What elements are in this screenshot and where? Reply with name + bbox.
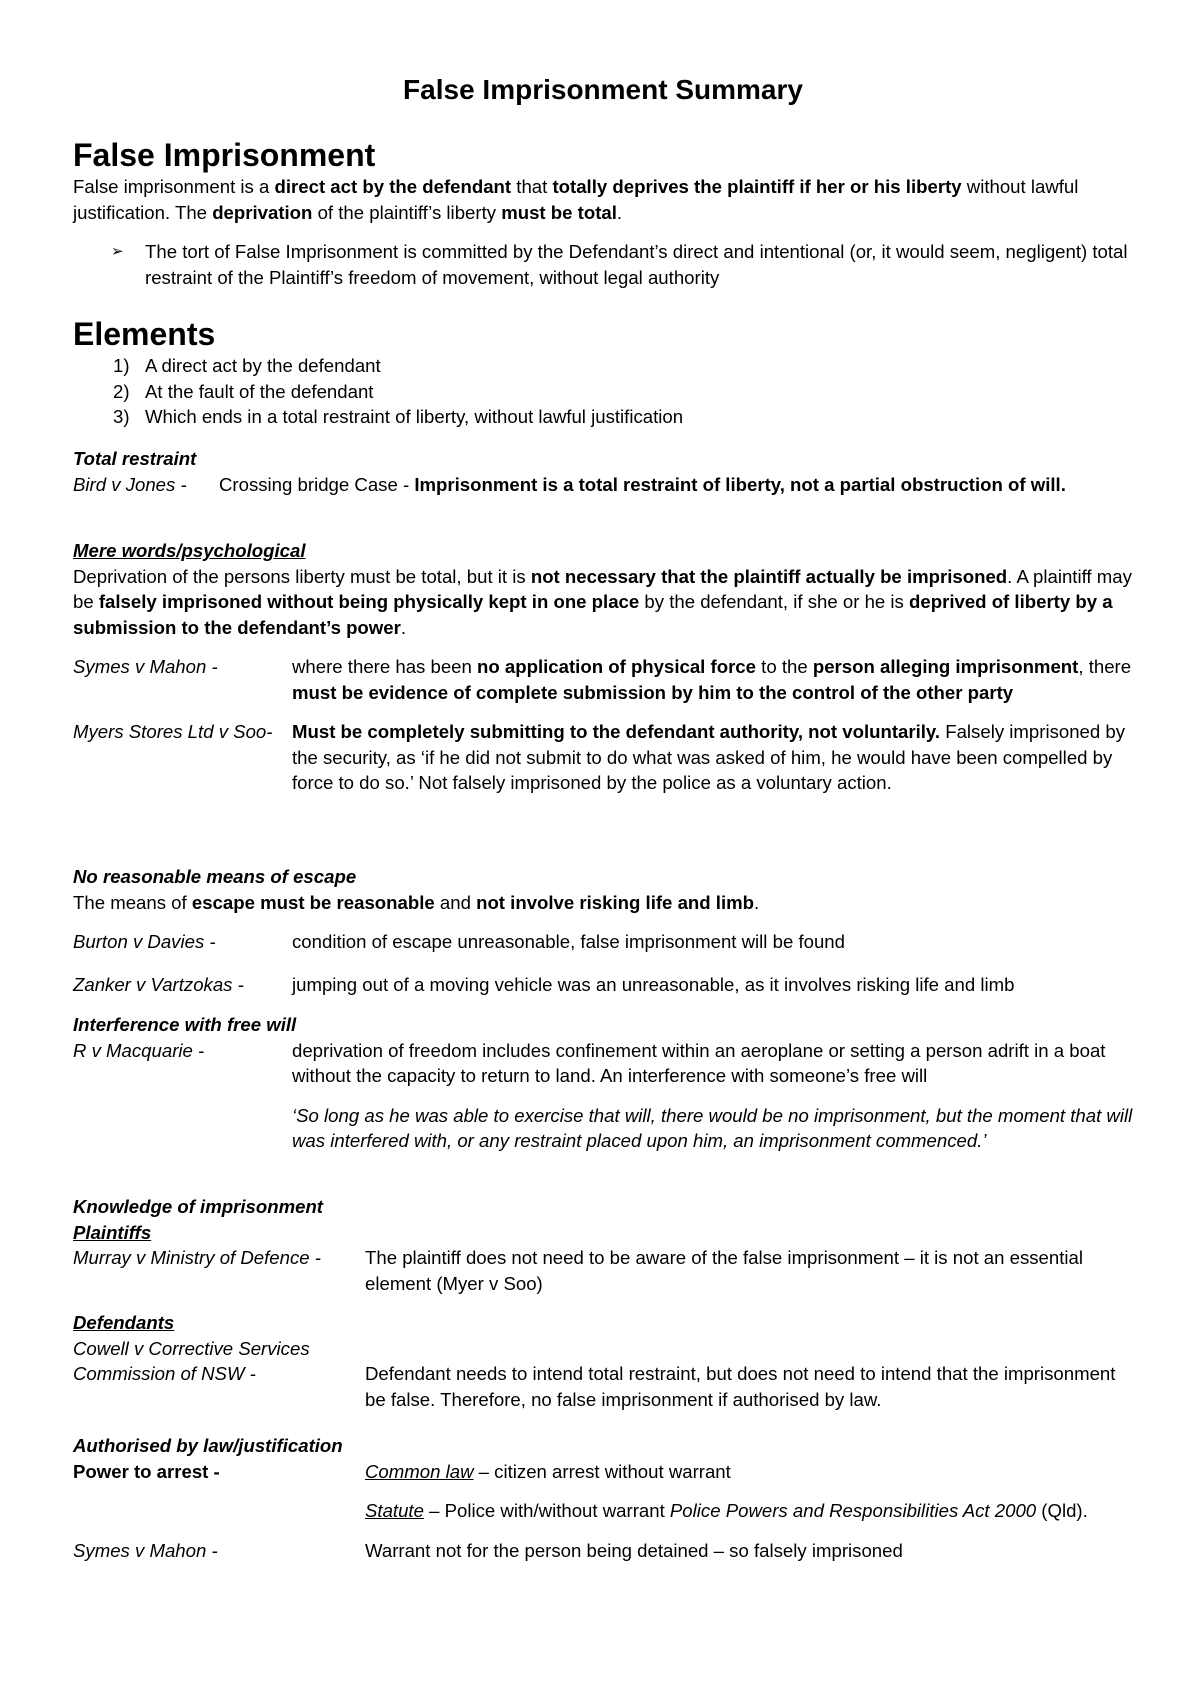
- bold-text-run: escape must be reasonable: [191, 891, 435, 913]
- case-text: Warrant not for the person being detained – so falsely imprisoned: [365, 1539, 903, 1561]
- case-entry: [73, 1538, 1133, 1564]
- subsection-knowledge: [73, 1194, 1133, 1412]
- text-run: to the: [755, 656, 813, 677]
- case-name: Zanker v Vartzokas -: [73, 973, 244, 995]
- text-run: Deprivation of the persons liberty must be total, but it is: [73, 565, 531, 587]
- text-run: of the plaintiff’s liberty: [312, 201, 502, 223]
- case-name: R v Macquarie -: [73, 1039, 205, 1061]
- mere-words-paragraph: [73, 564, 1133, 641]
- case-name: Commission of NSW -: [73, 1363, 256, 1384]
- case-entry: [73, 654, 1133, 705]
- plaintiffs-heading: Plaintiffs: [73, 1221, 152, 1243]
- bold-text-run: must be evidence of complete submission by him to the control of the other party: [292, 681, 1014, 703]
- case-entry: [73, 472, 1133, 498]
- subsection-authorised: [73, 1433, 1133, 1563]
- case-text-bold: Imprisonment is a total restraint of liberty, not a partial obstruction of will.: [414, 473, 1066, 495]
- case-entry: [73, 1361, 1133, 1412]
- common-law-label: Common law: [365, 1460, 474, 1482]
- text-run: and: [434, 891, 477, 913]
- bold-text-run: falsely imprisoned without being physically kept in one place: [98, 591, 640, 612]
- case-entry: [73, 719, 1133, 796]
- case-name: Cowell v Corrective Services: [73, 1337, 310, 1359]
- subsection-heading: Interference with free will: [73, 1014, 297, 1035]
- case-text: [292, 719, 1133, 796]
- bold-text-run: Must be completely submitting to the defendant authority, not voluntarily.: [292, 721, 941, 742]
- list-text: At the fault of the defendant: [145, 380, 374, 402]
- case-name: Myers Stores Ltd v Soo-: [73, 721, 273, 742]
- section-false-imprisonment: [73, 136, 1133, 290]
- text-run: that: [511, 176, 553, 197]
- subsection-heading: Knowledge of imprisonment: [73, 1196, 323, 1217]
- subsection-mere-words: [73, 538, 1133, 796]
- case-text: condition of escape unreasonable, false imprisonment will be found: [292, 931, 845, 952]
- bold-text-run: must be total: [501, 201, 617, 223]
- case-text: [292, 654, 1133, 705]
- bold-text-run: deprived of liberty by a submission to the defendant’s power: [73, 591, 1113, 638]
- case-quote: ‘So long as he was able to exercise that will, there would be no imprisonment, but the moment that will was interfered with, or any restraint placed upon him, an imprisonment commenced.’: [292, 1104, 1133, 1151]
- bold-text-run: no application of physical force: [477, 656, 756, 677]
- subsection-heading: No reasonable means of escape: [73, 866, 357, 887]
- subsection-escape: [73, 864, 1133, 997]
- list-item: [73, 404, 1133, 430]
- common-law-text: [365, 1459, 1133, 1485]
- text-run: where there has been: [292, 656, 478, 677]
- text-run: .: [616, 201, 623, 223]
- case-entry: [73, 1245, 1133, 1296]
- text-run: The means of: [73, 891, 192, 913]
- subsection-heading: Mere words/psychological: [73, 540, 306, 561]
- bold-text-run: person alleging imprisonment: [812, 656, 1079, 677]
- text-run: . A plaintiff may be: [73, 565, 1132, 612]
- subsection-free-will: [73, 1012, 1133, 1154]
- case-name: Burton v Davies -: [73, 931, 216, 952]
- intro-paragraph: [73, 174, 1133, 225]
- text-run: by the defendant, if she or he is: [639, 591, 910, 612]
- text-run: without lawful justification. The: [73, 176, 1079, 223]
- case-text: The plaintiff does not need to be aware of the false imprisonment – it is not an essential element (Myer v Soo): [365, 1247, 1084, 1294]
- list-number: 3): [113, 406, 130, 427]
- text-run: Falsely imprisoned by the security, as ‘if he did not submit to do what was asked of him, he would have been compelled by force to do so.’ Not falsely imprisoned by the police as a voluntary action.: [292, 721, 1126, 793]
- statute-act: Police Powers and Responsibilities Act 2000: [669, 1500, 1037, 1521]
- bold-text-run: not necessary that the plaintiff actually be imprisoned: [530, 565, 1008, 587]
- case-text-plain: Crossing bridge Case -: [219, 473, 415, 495]
- case-entry: [73, 929, 1133, 955]
- bullet-text: The tort of False Imprisonment is committed by the Defendant’s direct and intentional (or, it would seem, negligent) total restraint of the Plaintiff’s freedom of movement, without legal authority: [145, 241, 1128, 288]
- common-law-rest: – citizen arrest without warrant: [473, 1460, 731, 1482]
- defendants-heading: Defendants: [73, 1312, 175, 1333]
- case-name: Bird v Jones -: [73, 473, 187, 495]
- page-title: False Imprisonment Summary: [403, 74, 803, 105]
- section-heading: Elements: [73, 316, 216, 352]
- case-name: Symes v Mahon -: [73, 1539, 218, 1561]
- section-elements: [73, 315, 1133, 430]
- statute-rest: – Police with/without warrant: [423, 1500, 670, 1521]
- case-text: deprivation of freedom includes confinement within an aeroplane or setting a person adrift in a boat without the capacity to return to land. An interference with someone’s free will: [292, 1039, 1106, 1086]
- case-text: [219, 472, 1133, 498]
- case-name: Murray v Ministry of Defence -: [73, 1247, 321, 1268]
- bold-text-run: totally deprives the plaintiff if her or his liberty: [552, 176, 962, 197]
- list-text: A direct act by the defendant: [145, 355, 381, 376]
- text-run: .: [754, 891, 760, 913]
- power-label: Power to arrest -: [73, 1460, 220, 1482]
- bullet-item: [73, 239, 1133, 290]
- section-heading: False Imprisonment: [73, 137, 376, 173]
- list-text: Which ends in a total restraint of liberty, without lawful justification: [145, 406, 684, 427]
- arrow-bullet-icon: ➢: [111, 243, 124, 260]
- text-run: , there: [1078, 656, 1132, 677]
- statute-end: (Qld).: [1036, 1500, 1088, 1521]
- case-entry: [73, 972, 1133, 998]
- case-text: Defendant needs to intend total restraint, but does not need to intend that the imprisonment be false. Therefore, no false imprisonment if authorised by law.: [365, 1363, 1116, 1410]
- text-run: .: [400, 616, 407, 638]
- bold-text-run: direct act by the defendant: [274, 176, 512, 197]
- bold-text-run: deprivation: [212, 201, 313, 223]
- text-run: False imprisonment is a: [73, 176, 275, 197]
- escape-paragraph: [73, 890, 1133, 916]
- list-number: 2): [113, 380, 130, 402]
- subsection-total-restraint: [73, 446, 1133, 497]
- case-text: jumping out of a moving vehicle was an unreasonable, as it involves risking life and limb: [292, 973, 1015, 995]
- statute-label: Statute: [365, 1500, 424, 1521]
- subsection-heading: Total restraint: [73, 448, 197, 469]
- case-entry: [73, 1038, 1133, 1089]
- case-entry: [73, 1459, 1133, 1485]
- list-item: [73, 353, 1133, 379]
- subsection-heading: Authorised by law/justification: [73, 1435, 343, 1456]
- case-name: Symes v Mahon -: [73, 656, 218, 677]
- list-item: [73, 379, 1133, 405]
- list-number: 1): [113, 355, 130, 376]
- statute-text: [365, 1498, 1133, 1524]
- bold-text-run: not involve risking life and limb: [476, 891, 755, 913]
